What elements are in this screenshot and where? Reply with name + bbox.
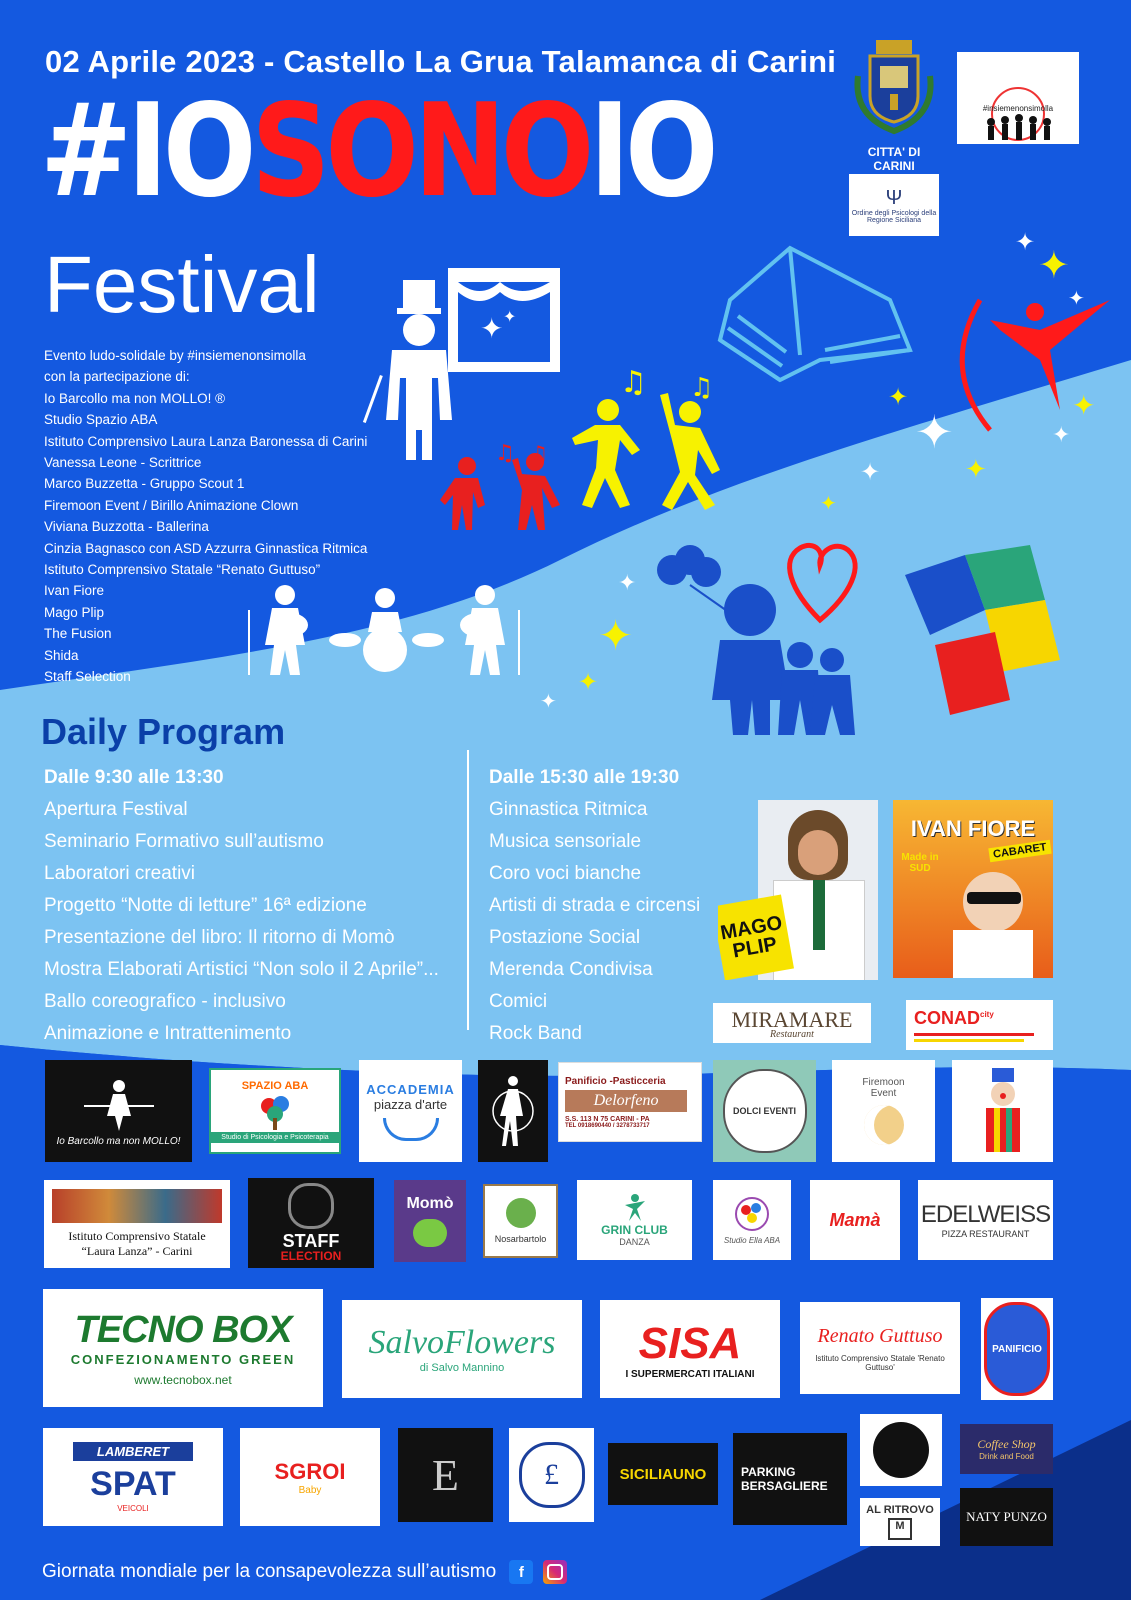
program-item: Progetto “Notte di letture” 16ª edizione — [44, 895, 367, 916]
ordine-psicologi-logo — [849, 174, 939, 236]
sgroi-logo — [240, 1428, 380, 1526]
firemoon-logo — [832, 1060, 935, 1162]
panificio-title: Panificio -Pasticceria — [565, 1075, 666, 1087]
spat-sub: VEICOLI — [117, 1503, 149, 1513]
sgroi-name: SGROI — [274, 1458, 346, 1484]
program-item: Laboratori creativi — [44, 863, 196, 884]
program-item: Artisti di strada e circensi — [489, 895, 701, 916]
daily-program-title: Daily Program — [41, 711, 286, 752]
panificio-name: Delorfeno — [565, 1090, 687, 1112]
program-item: Ginnastica Ritmica — [489, 799, 648, 820]
svg-text:✦: ✦ — [618, 571, 637, 596]
svg-text:♫: ♫ — [690, 373, 714, 403]
salvo-flowers-sub: di Salvo Mannino — [419, 1362, 505, 1374]
gymnast-icon — [488, 1071, 538, 1151]
conad-bar — [914, 1039, 1024, 1042]
participant-item: Firemoon Event / Birillo Animazione Clown — [44, 497, 299, 513]
mama-name: Mamà — [829, 1209, 881, 1230]
facebook-icon[interactable]: f — [509, 1560, 533, 1584]
miramare-sub: Restaurant — [770, 1028, 814, 1040]
tree-icon — [255, 1092, 295, 1132]
barcollo-name: Io Barcollo ma non MOLLO! — [56, 1135, 181, 1147]
dolci-eventi-logo — [713, 1060, 816, 1162]
ordine-label: Ordine degli Psicologi della Regione Siciliana — [851, 209, 937, 224]
siciliauno-name: SICILIAUNO — [619, 1465, 707, 1483]
svg-text:✦: ✦ — [480, 312, 504, 345]
nosarbartolo-name: Nosarbartolo — [494, 1234, 547, 1244]
instagram-icon[interactable] — [543, 1560, 567, 1584]
svg-text:✦: ✦ — [503, 307, 517, 326]
city-crest-icon — [848, 36, 940, 136]
edelweiss-name: EDELWEISS — [920, 1201, 1051, 1228]
mago-plip-label: MAGO PLIP — [718, 894, 794, 980]
accademia-line-1: ACCADEMIA — [366, 1081, 455, 1097]
coffee-shop-name: Coffee Shop — [977, 1437, 1036, 1451]
istituto-lanza-line-2: “Laura Lanza” - Carini — [81, 1244, 193, 1258]
participant-item: Vanessa Leone - Scrittrice — [44, 455, 202, 471]
momo-title: Momò — [406, 1195, 454, 1212]
program-item: Comici — [489, 991, 548, 1012]
participant-item: Marco Buzzetta - Gruppo Scout 1 — [44, 476, 245, 492]
arc-icon — [383, 1118, 439, 1141]
panificio-delorfeno-logo — [558, 1062, 702, 1142]
conad-sub: city — [980, 1010, 994, 1019]
dancer-figure-icon — [615, 1193, 655, 1223]
insieme-group-icon — [973, 84, 1063, 144]
svg-text:♫: ♫ — [495, 441, 515, 466]
conad-text: CONAD — [914, 1008, 980, 1028]
al-ritrovo-name: AL RITROVO — [866, 1504, 934, 1516]
tecnobox-url: www.tecnobox.net — [134, 1373, 232, 1387]
citta-di-carini-logo — [848, 36, 940, 173]
dolci-eventi-name: DOLCI EVENTI — [723, 1069, 807, 1153]
fondazione-laurdella-logo — [509, 1428, 594, 1522]
mama-logo — [810, 1180, 900, 1260]
ivan-fiore-poster — [893, 800, 1053, 978]
istituto-lanza-logo — [44, 1180, 230, 1268]
staff-selection-line-2: ELECTION — [280, 1249, 342, 1263]
vinyl-icon — [288, 1183, 334, 1229]
sisa-logo — [600, 1300, 780, 1398]
edelweiss-logo — [918, 1180, 1053, 1260]
momo-character-icon — [413, 1219, 447, 1247]
participant-item: Istituto Comprensivo Statale “Renato Guttuso” — [44, 562, 321, 578]
coffee-shop-logo — [960, 1424, 1053, 1474]
e-letter-logo: E — [398, 1428, 493, 1522]
participant-item: The Fusion — [44, 626, 112, 642]
program-item: Mostra Elaborati Artistici “Non solo il 2 Aprile”... — [44, 959, 439, 980]
program-item: Rock Band — [489, 1023, 582, 1044]
coffee-shop-sub: Drink and Food — [979, 1452, 1034, 1461]
psi-icon: Ψ — [885, 186, 903, 209]
nosarbartolo-dot-icon — [506, 1198, 536, 1228]
panificio-phone: TEL 0918690440 / 3278733717 — [565, 1122, 650, 1129]
program-item: Merenda Condivisa — [489, 959, 653, 980]
tecnobox-name: TECNO BOX — [74, 1309, 292, 1351]
parking-line-2: BERSAGLIERE — [741, 1479, 828, 1493]
footer-text: Giornata mondiale per la consapevolezza sull’autismo — [42, 1561, 497, 1583]
parking-bersagliere-logo — [733, 1433, 847, 1525]
clown-birillo-logo — [952, 1060, 1053, 1162]
miramare-logo — [713, 1003, 871, 1043]
spazio-aba-logo — [209, 1068, 341, 1154]
ginnastica-logo — [478, 1060, 548, 1162]
sisa-sub: I SUPERMERCATI ITALIANI — [625, 1368, 755, 1380]
accademia-line-2: piazza d'arte — [373, 1096, 448, 1112]
festival-hashtag-title — [40, 77, 714, 226]
footer — [42, 1560, 567, 1584]
participant-item: Studio Spazio ABA — [44, 412, 158, 428]
panificio-stazione-logo — [981, 1298, 1053, 1400]
tightrope-walker-icon — [79, 1076, 159, 1136]
afternoon-program — [489, 762, 700, 1050]
festival-subtitle: Festival — [44, 240, 320, 329]
firemoon-line-2: Event — [870, 1088, 897, 1099]
glasses-icon — [967, 892, 1021, 904]
ivan-fiore-shirt — [953, 930, 1033, 978]
spat-name: SPAT — [90, 1464, 176, 1503]
svg-text:✦: ✦ — [915, 405, 954, 459]
event-description — [44, 345, 367, 688]
description-line: con la partecipazione di: — [44, 369, 190, 385]
clown-icon — [968, 1066, 1038, 1156]
swirl-icon — [873, 1422, 929, 1478]
tecnobox-sub: CONFEZIONAMENTO GREEN — [70, 1352, 296, 1367]
lamberet-name: LAMBERET — [73, 1442, 193, 1461]
svg-text:♫: ♫ — [620, 365, 647, 400]
grin-club-name: GRIN CLUB — [601, 1223, 668, 1237]
guttuso-sub: Istituto Comprensivo Statale 'Renato Guttuso' — [815, 1353, 945, 1372]
participant-item: Viviana Buzzotta - Ballerina — [44, 519, 209, 535]
program-divider — [467, 750, 469, 1030]
svg-text:✦: ✦ — [860, 458, 881, 486]
program-item: Coro voci bianche — [489, 863, 642, 884]
spazio-aba-name: SPAZIO ABA — [241, 1079, 309, 1092]
hashtag-part-2: SONO — [251, 77, 590, 226]
spazio-aba-sub: Studio di Psicologia e Psicoterapia — [211, 1132, 339, 1143]
program-item: Presentazione del libro: Il ritorno di Momò — [44, 927, 395, 948]
fondazione-emblem-icon: £ — [519, 1442, 585, 1508]
svg-text:✦: ✦ — [578, 668, 599, 696]
barcollo-logo — [45, 1060, 192, 1162]
description-line: Evento ludo-solidale by #insiemenonsimolla — [44, 348, 306, 363]
moon-icon — [864, 1105, 904, 1145]
program-item: Seminario Formativo sull’autismo — [44, 831, 324, 852]
afternoon-time: Dalle 15:30 alle 19:30 — [489, 767, 680, 788]
grin-club-sub: DANZA — [619, 1237, 650, 1247]
hashtag-part-3: IO — [589, 77, 714, 226]
svg-text:✦: ✦ — [1072, 389, 1096, 422]
program-item: Animazione e Intrattenimento — [44, 1023, 292, 1044]
momo-book-logo — [394, 1180, 466, 1262]
insiemenonsimolla-logo — [957, 52, 1079, 144]
panificio-address: S.S. 113 N 75 CARINI - PA — [565, 1115, 650, 1123]
magician-icon — [363, 280, 452, 460]
participant-item: Shida — [44, 647, 79, 663]
dancing-people-icon — [440, 365, 720, 530]
svg-text:✦: ✦ — [598, 611, 634, 660]
svg-text:✦: ✦ — [965, 455, 987, 485]
han-shi-yu-logo — [860, 1414, 942, 1486]
m-box-icon: M — [888, 1518, 912, 1540]
sgroi-sub: Baby — [298, 1484, 322, 1496]
istituto-lanza-line-1: Istituto Comprensivo Statale — [68, 1229, 206, 1243]
al-ritrovo-logo — [860, 1498, 940, 1546]
participant-item: Io Barcollo ma non MOLLO! ® — [44, 390, 226, 406]
guttuso-name: Renato Guttuso — [817, 1324, 943, 1347]
naty-punzo-name: NATY PUNZO — [966, 1509, 1047, 1524]
participant-item: Mago Plip — [44, 604, 105, 620]
program-item: Postazione Social — [489, 927, 641, 948]
miramare-name: MIRAMARE — [731, 1006, 853, 1032]
morning-time: Dalle 9:30 alle 13:30 — [44, 767, 224, 788]
svg-text:✦: ✦ — [1038, 243, 1070, 287]
lamberet-spat-logo — [43, 1428, 223, 1526]
salvo-flowers-name: SalvoFlowers — [368, 1324, 556, 1361]
tecnobox-logo — [43, 1289, 323, 1407]
firemoon-line-1: Firemoon — [862, 1077, 905, 1088]
hashtag-part-1: #IO — [40, 77, 252, 226]
instagram-glyph — [547, 1564, 563, 1580]
program-item: Apertura Festival — [44, 799, 188, 820]
istituto-lanza-banner — [52, 1189, 222, 1223]
svg-text:✦: ✦ — [888, 383, 909, 411]
siciliauno-logo — [608, 1443, 718, 1505]
made-in-sud-label: Made in SUD — [901, 852, 939, 874]
nosarbartolo-logo — [483, 1184, 558, 1258]
svg-text:✦: ✦ — [1052, 423, 1071, 448]
salvo-flowers-logo — [342, 1300, 582, 1398]
svg-text:✦: ✦ — [1015, 228, 1036, 256]
ivan-fiore-title: IVAN FIORE — [910, 816, 1036, 841]
conad-logo — [906, 1000, 1053, 1050]
studio-ella-name: Studio Ella ABA — [723, 1235, 781, 1245]
participant-item: Ivan Fiore — [44, 583, 105, 599]
program-item: Musica sensoriale — [489, 831, 642, 852]
panificio-stazione-name: PANIFICIO — [984, 1302, 1050, 1396]
morning-program — [44, 762, 439, 1050]
staff-selection-logo — [248, 1178, 374, 1268]
event-date-location: 02 Aprile 2023 - Castello La Grua Talamanca di Carini — [45, 44, 837, 79]
svg-text:✦: ✦ — [1068, 286, 1085, 310]
participant-item: Staff Selection — [44, 669, 131, 685]
participant-item: Istituto Comprensivo Laura Lanza Baronessa di Carini — [44, 433, 368, 449]
cabaret-label: CABARET — [988, 840, 1051, 862]
naty-punzo-logo — [960, 1488, 1053, 1546]
city-label: CITTA' DI CARINI — [867, 145, 921, 173]
insieme-label: #insiemenonsimolla — [982, 103, 1054, 113]
svg-text:✦: ✦ — [820, 491, 837, 515]
conad-bar — [914, 1033, 1034, 1036]
participant-item: Cinzia Bagnasco con ASD Azzurra Ginnastica Ritmica — [44, 540, 368, 556]
svg-text:♫: ♫ — [530, 441, 548, 465]
mago-plip-photo — [718, 800, 878, 980]
grin-club-logo — [577, 1180, 692, 1260]
open-book-icon — [720, 248, 910, 380]
program-item: Ballo coreografico - inclusivo — [44, 991, 286, 1012]
theater-icon — [448, 268, 560, 372]
svg-text:✦: ✦ — [540, 689, 557, 713]
colorful-tree-icon — [732, 1196, 772, 1236]
sisa-name: SISA — [638, 1318, 742, 1368]
renato-guttuso-logo — [800, 1302, 960, 1394]
staff-selection-line-1: STAFF — [282, 1231, 340, 1251]
edelweiss-sub: PIZZA RESTAURANT — [941, 1229, 1030, 1239]
conad-name — [914, 1008, 994, 1029]
accademia-logo — [359, 1060, 462, 1162]
studio-ella-logo — [713, 1180, 791, 1260]
parking-line-1: PARKING — [741, 1465, 796, 1479]
